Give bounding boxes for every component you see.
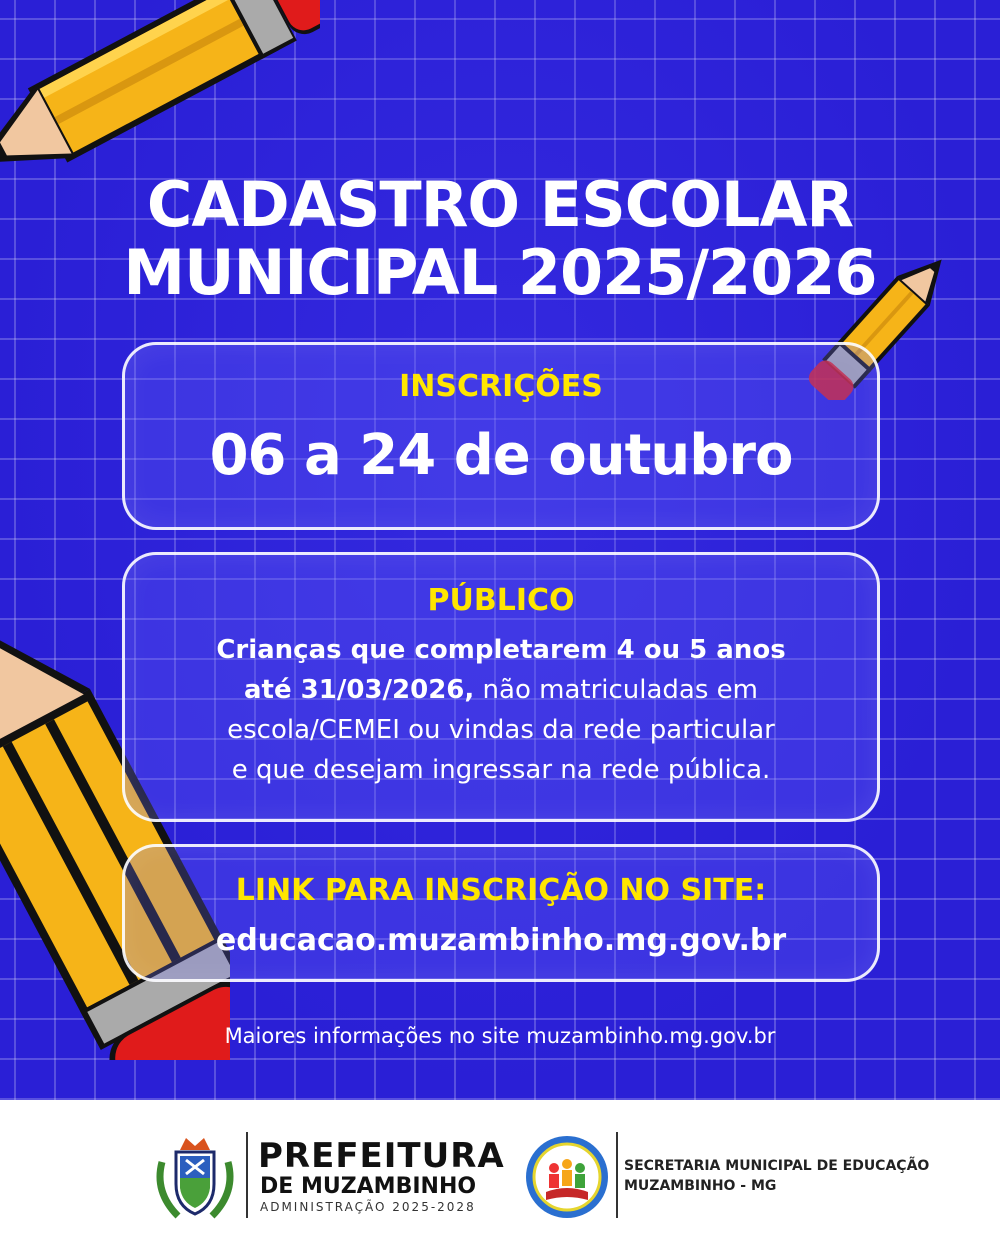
- page-title-line1: CADASTRO ESCOLAR: [146, 168, 854, 241]
- prefeitura-name-line2: DE MUZAMBINHO: [260, 1174, 477, 1199]
- publico-line1: Crianças que completarem 4 ou 5 anos: [216, 635, 786, 665]
- pencil-icon: [0, 0, 320, 170]
- footer-divider: [616, 1132, 618, 1218]
- education-seal-icon: [524, 1134, 610, 1220]
- more-info-text: Maiores informações no site muzambinho.mg.gov.br: [224, 1024, 776, 1048]
- link-heading: LINK PARA INSCRIÇÃO NO SITE:: [235, 873, 767, 908]
- publico-line2-rest: não matriculadas em: [474, 675, 758, 705]
- footer: [0, 1100, 1000, 1250]
- publico-heading: PÚBLICO: [427, 583, 575, 618]
- inscricoes-dates: 06 a 24 de outubro: [209, 423, 793, 488]
- publico-line3: escola/CEMEI ou vindas da rede particular: [227, 715, 775, 745]
- inscricoes-card: [122, 342, 880, 530]
- prefeitura-name-line1: PREFEITURA: [258, 1136, 505, 1176]
- secretaria-line1: SECRETARIA MUNICIPAL DE EDUCAÇÃO: [624, 1158, 930, 1174]
- publico-date: até 31/03/2026,: [244, 675, 475, 705]
- page-title-line2: MUNICIPAL 2025/2026: [123, 236, 877, 309]
- link-card: [122, 844, 880, 982]
- publico-line4: e que desejam ingressar na rede pública.: [231, 755, 771, 785]
- footer-divider: [246, 1132, 248, 1218]
- secretaria-line2: MUZAMBINHO - MG: [624, 1178, 777, 1194]
- link-url[interactable]: educacao.muzambinho.mg.gov.br: [215, 923, 787, 958]
- publico-line2: [125, 675, 877, 705]
- prefeitura-admin: ADMINISTRAÇÃO 2025-2028: [260, 1200, 476, 1214]
- publico-card: [122, 552, 880, 822]
- inscricoes-heading: INSCRIÇÕES: [399, 369, 603, 404]
- coat-of-arms-icon: [150, 1132, 240, 1224]
